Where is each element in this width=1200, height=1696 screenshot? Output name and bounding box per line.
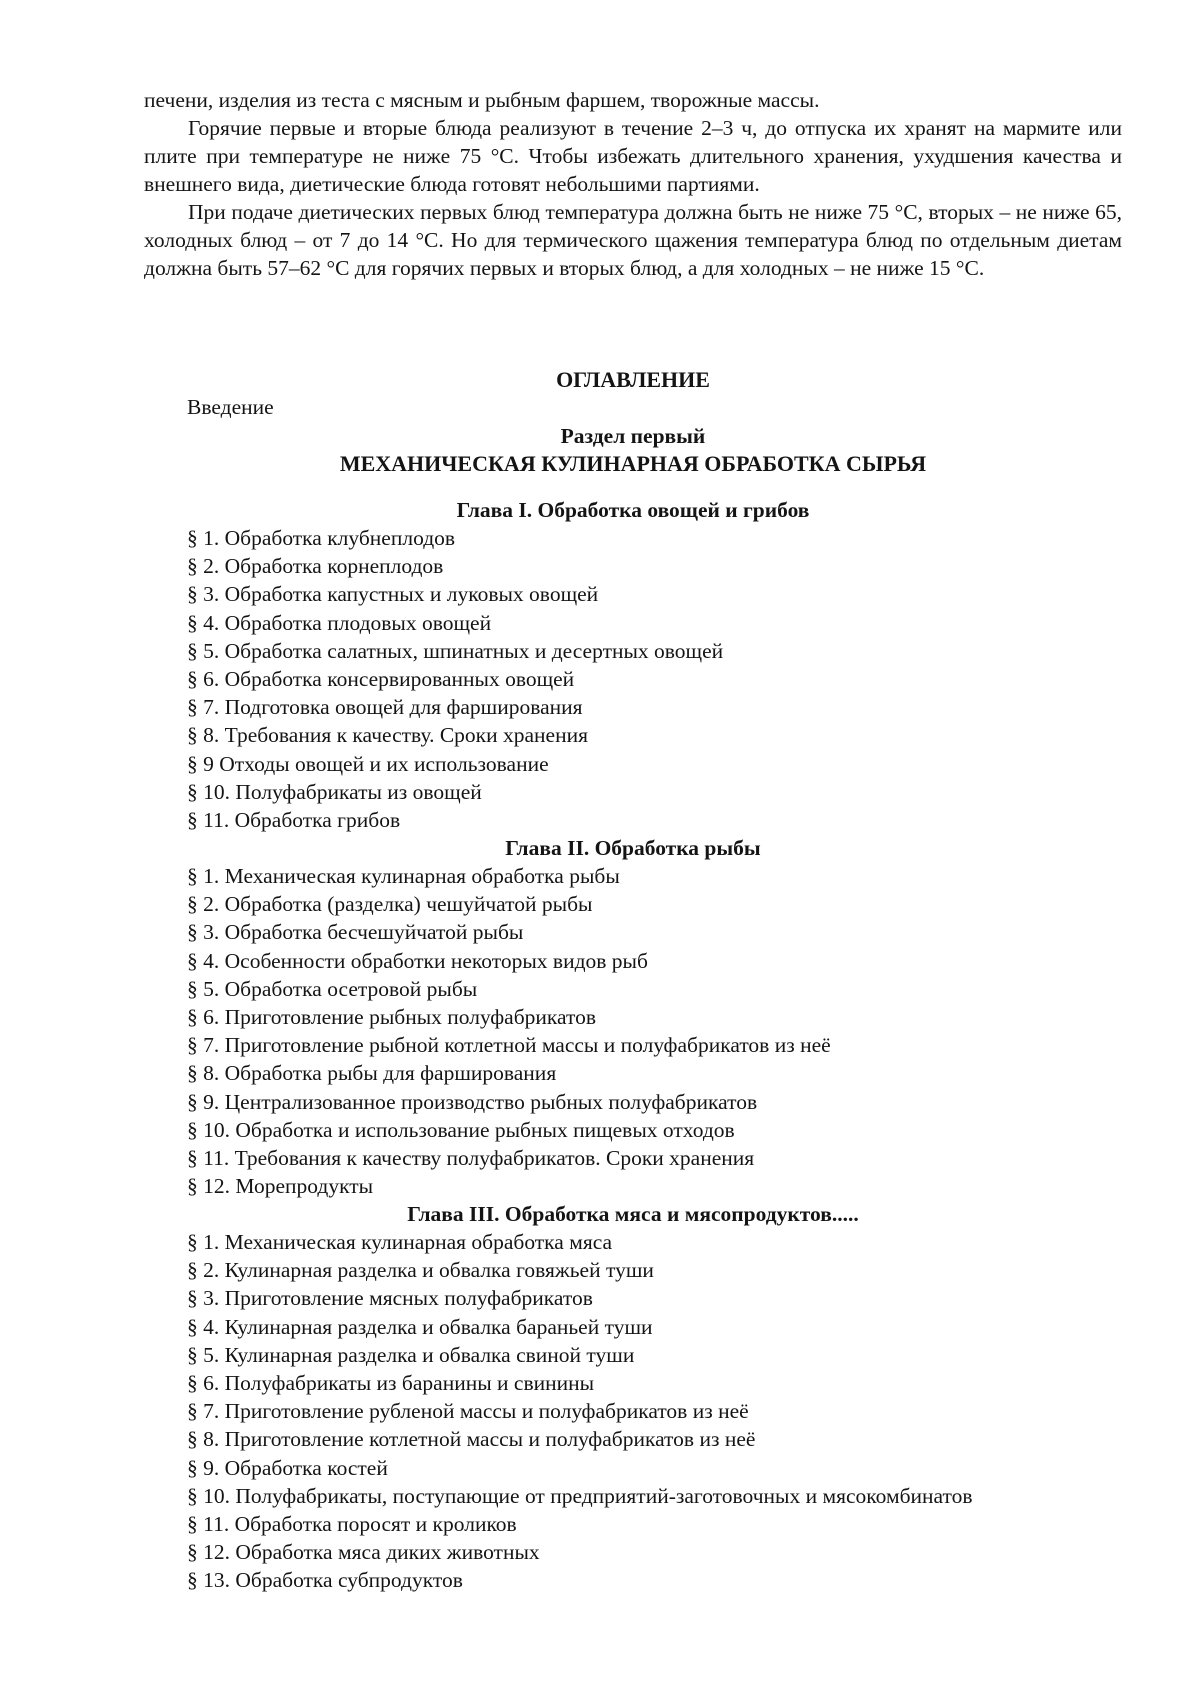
toc-item: § 8. Обработка рыбы для фарширования <box>187 1059 831 1087</box>
toc-item: § 9. Централизованное производство рыбных полуфабрикатов <box>187 1088 831 1116</box>
chapter-3-title: Глава III. Обработка мяса и мясопродуктов..... <box>144 1200 1122 1228</box>
toc-item: § 5. Кулинарная разделка и обвалка свиной туши <box>187 1341 973 1369</box>
toc-item: § 11. Обработка поросят и кроликов <box>187 1510 973 1538</box>
chapter-1-list <box>187 524 723 834</box>
toc-item: § 12. Обработка мяса диких животных <box>187 1538 973 1566</box>
toc-item: § 6. Приготовление рыбных полуфабрикатов <box>187 1003 831 1031</box>
toc-item: § 12. Морепродукты <box>187 1172 831 1200</box>
toc-item: § 10. Полуфабрикаты из овощей <box>187 778 723 806</box>
toc-item: § 7. Приготовление рубленой массы и полуфабрикатов из неё <box>187 1397 973 1425</box>
toc-item: § 9 Отходы овощей и их использование <box>187 750 723 778</box>
toc-item: § 10. Обработка и использование рыбных пищевых отходов <box>187 1116 831 1144</box>
toc-item: § 6. Полуфабрикаты из баранины и свинины <box>187 1369 973 1397</box>
toc-item: § 1. Механическая кулинарная обработка рыбы <box>187 862 831 890</box>
toc-item: § 2. Обработка корнеплодов <box>187 552 723 580</box>
toc-title: ОГЛАВЛЕНИЕ <box>144 366 1122 394</box>
toc-item: § 3. Приготовление мясных полуфабрикатов <box>187 1284 973 1312</box>
chapter-1-title: Глава I. Обработка овощей и грибов <box>144 496 1122 524</box>
document-page <box>0 0 1200 1696</box>
section-title: МЕХАНИЧЕСКАЯ КУЛИНАРНАЯ ОБРАБОТКА СЫРЬЯ <box>144 450 1122 478</box>
toc-item: § 7. Подготовка овощей для фарширования <box>187 693 723 721</box>
toc-item: § 8. Приготовление котлетной массы и полуфабрикатов из неё <box>187 1425 973 1453</box>
toc-item: § 9. Обработка костей <box>187 1454 973 1482</box>
toc-item: § 4. Обработка плодовых овощей <box>187 609 723 637</box>
toc-item: § 1. Механическая кулинарная обработка мяса <box>187 1228 973 1256</box>
toc-item: § 3. Обработка бесчешуйчатой рыбы <box>187 918 831 946</box>
chapter-2-list <box>187 862 831 1200</box>
toc-item: § 11. Обработка грибов <box>187 806 723 834</box>
toc-item: § 4. Особенности обработки некоторых видов рыб <box>187 947 831 975</box>
toc-item: § 7. Приготовление рыбной котлетной массы и полуфабрикатов из неё <box>187 1031 831 1059</box>
toc-item: § 13. Обработка субпродуктов <box>187 1566 973 1594</box>
toc-item: § 11. Требования к качеству полуфабрикатов. Сроки хранения <box>187 1144 831 1172</box>
toc-item: § 5. Обработка осетровой рыбы <box>187 975 831 1003</box>
toc-item: § 1. Обработка клубнеплодов <box>187 524 723 552</box>
text-line-continuation: печени, изделия из теста с мясным и рыбным фаршем, творожные массы. <box>144 86 1122 114</box>
chapter-2-title: Глава II. Обработка рыбы <box>144 834 1122 862</box>
toc-item: § 10. Полуфабрикаты, поступающие от предприятий-заготовочных и мясокомбинатов <box>187 1482 973 1510</box>
toc-item: § 6. Обработка консервированных овощей <box>187 665 723 693</box>
chapter-3-list <box>187 1228 973 1595</box>
toc-item: § 2. Обработка (разделка) чешуйчатой рыбы <box>187 890 831 918</box>
toc-item: § 2. Кулинарная разделка и обвалка говяжьей туши <box>187 1256 973 1284</box>
section-label: Раздел первый <box>144 422 1122 450</box>
toc-item: § 3. Обработка капустных и луковых овощей <box>187 580 723 608</box>
paragraph-serving-temperature: При подаче диетических первых блюд температура должна быть не ниже 75 °С, вторых – не ниже 65, холодных блюд – от 7 до 14 °С. Но для термического щажения температура блюд по отдельным диетам должна быть 57–62 °С для горячих первых и вторых блюд, а для холодных – не ниже 15 °С. <box>144 198 1122 282</box>
toc-introduction: Введение <box>187 393 274 421</box>
paragraph-hot-dishes: Горячие первые и вторые блюда реализуют в течение 2–3 ч, до отпуска их хранят на мармите или плите при температуре не ниже 75 °С. Чтобы избежать длительного хранения, ухудшения качества и внешнего вида, диетические блюда готовят небольшими партиями. <box>144 114 1122 198</box>
toc-item: § 4. Кулинарная разделка и обвалка бараньей туши <box>187 1313 973 1341</box>
toc-item: § 5. Обработка салатных, шпинатных и десертных овощей <box>187 637 723 665</box>
toc-item: § 8. Требования к качеству. Сроки хранения <box>187 721 723 749</box>
